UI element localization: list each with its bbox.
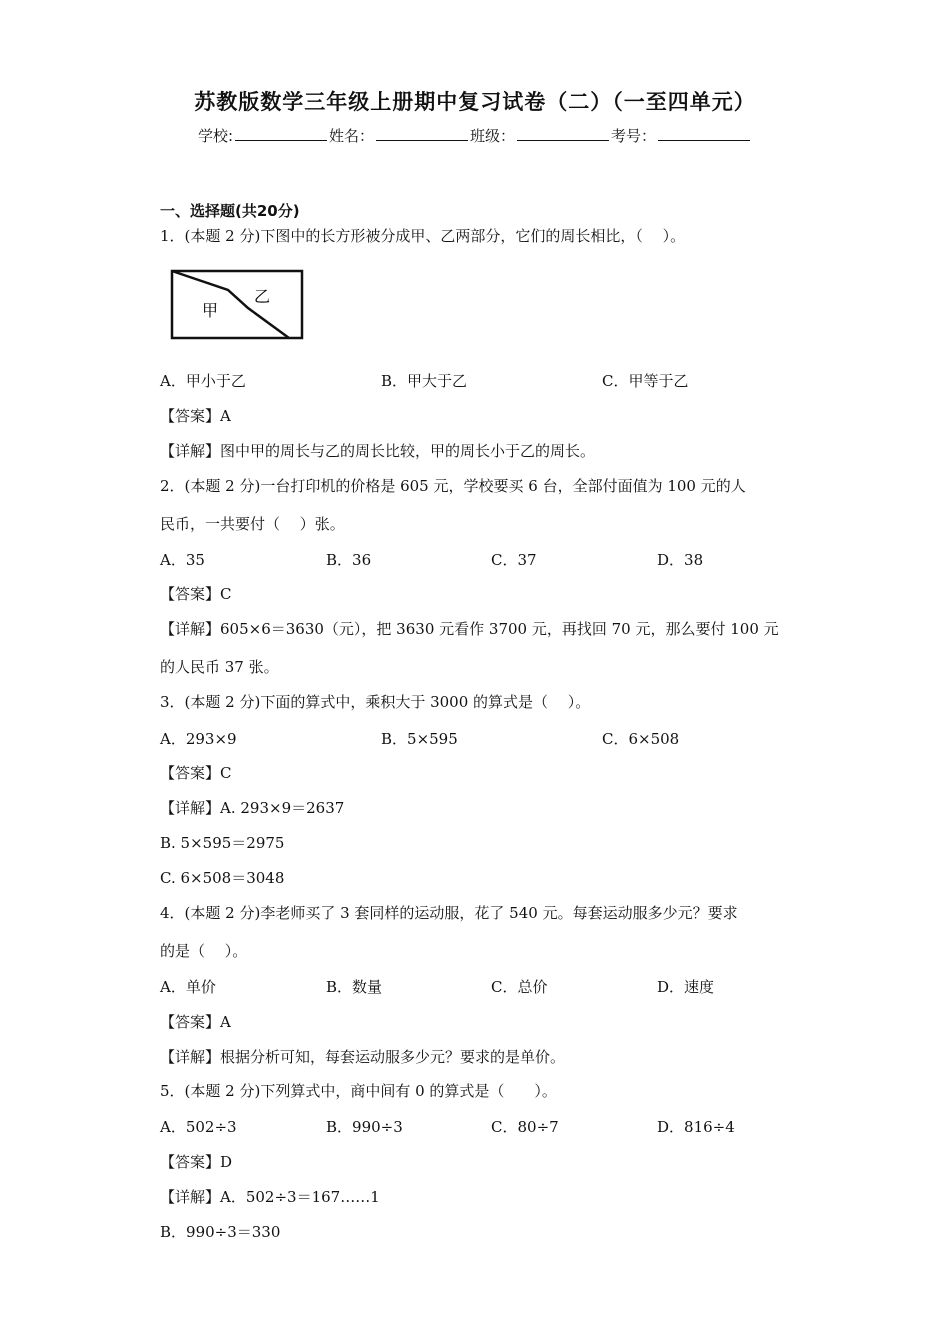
- question-2-detail-line1: 【详解】605×6＝3630（元），把 3630 元看作 3700 元，再找回 70 元，那么要付 100 元: [160, 620, 779, 638]
- question-5-option-c: C．80÷7: [491, 1118, 559, 1136]
- question-4-option-a: A．单价: [160, 978, 216, 996]
- question-1-detail: 【详解】图中甲的周长与乙的周长比较，甲的周长小于乙的周长。: [160, 442, 596, 460]
- question-1-option-c: C．甲等于乙: [602, 372, 689, 390]
- question-5-option-d: D．816÷4: [657, 1118, 735, 1136]
- question-5-answer: 【答案】D: [160, 1153, 233, 1171]
- question-4-stem-line1: 4．(本题 2 分)李老师买了 3 套同样的运动服，花了 540 元。每套运动服多少元？要求: [160, 904, 738, 922]
- question-2-detail-line2: 的人民币 37 张。: [160, 658, 279, 676]
- question-3-stem: 3．(本题 2 分)下面的算式中，乘积大于 3000 的算式是（ ）。: [160, 693, 591, 711]
- figure-label-yi: 乙: [254, 287, 271, 306]
- question-1-stem: 1．(本题 2 分)下图中的长方形被分成甲、乙两部分，它们的周长相比，（ ）。: [160, 227, 686, 245]
- question-3-detail-line2: B. 5×595＝2975: [160, 834, 285, 852]
- question-4-option-c: C．总价: [491, 978, 548, 996]
- question-4-option-d: D．速度: [657, 978, 715, 996]
- question-1-answer: 【答案】A: [160, 407, 231, 425]
- question-4-option-b: B．数量: [326, 978, 383, 996]
- exam-title: 苏教版数学三年级上册期中复习试卷（二）（一至四单元）: [194, 90, 756, 114]
- question-3-detail-line3: C. 6×508＝3048: [160, 869, 285, 887]
- exam-no-blank: [658, 126, 750, 141]
- school-blank: [235, 126, 327, 141]
- question-3-answer: 【答案】C: [160, 764, 232, 782]
- name-blank: [376, 126, 468, 141]
- question-2-stem-line1: 2．(本题 2 分)一台打印机的价格是 605 元，学校要买 6 台，全部付面值为 100 元的人: [160, 477, 746, 495]
- figure-label-jia: 甲: [202, 301, 219, 320]
- question-2-option-c: C．37: [491, 551, 537, 569]
- question-5-option-b: B．990÷3: [326, 1118, 403, 1136]
- name-label: 姓名：: [329, 127, 375, 145]
- class-blank: [517, 126, 609, 141]
- school-label: 学校:: [197, 127, 233, 145]
- student-info-line: [0, 125, 950, 146]
- question-5-detail-line2: B．990÷3＝330: [160, 1223, 281, 1241]
- rectangle-figure: [168, 268, 308, 344]
- class-label: 班级：: [470, 127, 516, 145]
- question-5-detail-line1: 【详解】A．502÷3＝167……1: [160, 1188, 380, 1206]
- section-title: 一、选择题(共20分): [160, 202, 300, 220]
- question-2-option-b: B．36: [326, 551, 372, 569]
- question-5-stem: 5．(本题 2 分)下列算式中，商中间有 0 的算式是（ ）。: [160, 1082, 557, 1100]
- question-5-option-a: A．502÷3: [160, 1118, 237, 1136]
- question-2-answer: 【答案】C: [160, 585, 232, 603]
- question-4-detail: 【详解】根据分析可知，每套运动服多少元？要求的是单价。: [160, 1048, 566, 1066]
- question-2-option-d: D．38: [657, 551, 704, 569]
- question-2-stem-line2: 民币，一共要付（ ）张。: [160, 515, 345, 533]
- question-3-option-c: C．6×508: [602, 730, 680, 748]
- question-1-option-a: A．甲小于乙: [160, 372, 246, 390]
- question-4-answer: 【答案】A: [160, 1013, 231, 1031]
- figure-divider-line: [172, 271, 289, 338]
- figure-rectangle: [172, 271, 302, 338]
- exam-no-label: 考号：: [611, 127, 657, 145]
- question-3-option-a: A．293×9: [160, 730, 237, 748]
- question-2-option-a: A．35: [160, 551, 205, 569]
- question-1-option-b: B．甲大于乙: [381, 372, 468, 390]
- question-3-option-b: B．5×595: [381, 730, 458, 748]
- question-3-detail-line1: 【详解】A. 293×9＝2637: [160, 799, 345, 817]
- question-4-stem-line2: 的是（ ）。: [160, 942, 248, 960]
